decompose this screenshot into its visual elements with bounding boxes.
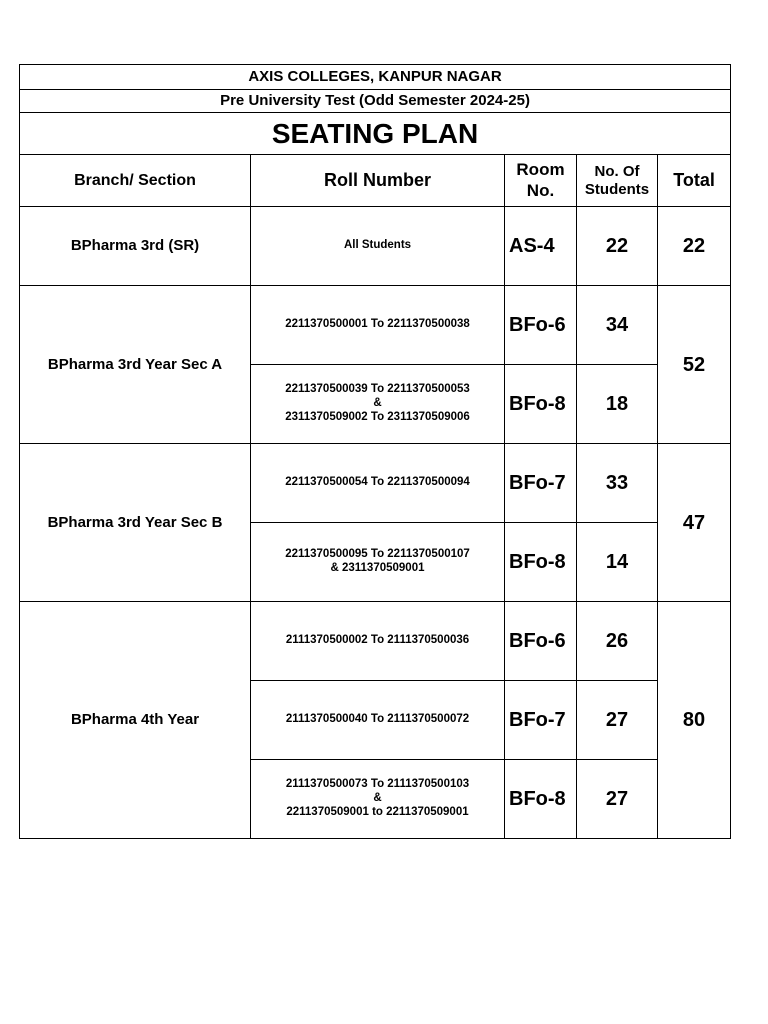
roll-number-line: 2211370500039 To 2211370500053 <box>285 383 470 396</box>
room-cell: BFo-7 <box>505 444 577 523</box>
roll-number-cell <box>251 760 505 839</box>
seating-plan-table <box>19 64 731 839</box>
table-row <box>20 444 731 523</box>
roll-number-line: 2211370500095 To 2211370500107 <box>285 548 470 561</box>
column-header-room-line1: Room <box>516 160 565 180</box>
room-cell: BFo-8 <box>505 523 577 602</box>
roll-number-line: All Students <box>343 239 412 252</box>
column-header-row <box>20 155 731 207</box>
roll-number-line: 2211370500054 To 2211370500094 <box>285 476 470 489</box>
page-title: SEATING PLAN <box>20 113 731 155</box>
table-row <box>20 602 731 681</box>
column-header-roll: Roll Number <box>251 155 505 207</box>
total-cell: 22 <box>658 207 731 286</box>
branch-cell: BPharma 3rd Year Sec A <box>20 286 251 444</box>
column-header-students-line1: No. Of <box>594 162 640 180</box>
roll-number-line: 2111370500002 To 2111370500036 <box>285 634 470 647</box>
roll-number-line: 2211370509001 to 2211370509001 <box>286 805 469 818</box>
table-row <box>20 286 731 365</box>
roll-number-cell <box>251 523 505 602</box>
exam-name: Pre University Test (Odd Semester 2024-25) <box>20 90 731 113</box>
column-header-students <box>577 155 658 207</box>
total-cell: 80 <box>658 602 731 839</box>
column-header-room-line2: No. <box>526 180 555 200</box>
room-cell: AS-4 <box>505 207 577 286</box>
total-cell: 47 <box>658 444 731 602</box>
roll-number-line: 2111370500073 To 2111370500103 <box>285 778 470 791</box>
roll-number-cell <box>251 207 505 286</box>
column-header-total: Total <box>658 155 731 207</box>
table-row <box>20 207 731 286</box>
roll-number-line: & <box>373 792 382 805</box>
branch-cell: BPharma 3rd (SR) <box>20 207 251 286</box>
column-header-room <box>505 155 577 207</box>
total-cell: 52 <box>658 286 731 444</box>
column-header-students-line2: Students <box>584 180 650 198</box>
students-count-cell: 18 <box>577 365 658 444</box>
roll-number-line: & 2311370509001 <box>330 562 425 574</box>
branch-cell: BPharma 4th Year <box>20 602 251 839</box>
branch-cell: BPharma 3rd Year Sec B <box>20 444 251 602</box>
college-name: AXIS COLLEGES, KANPUR NAGAR <box>20 65 731 90</box>
room-cell: BFo-8 <box>505 760 577 839</box>
students-count-cell: 26 <box>577 602 658 681</box>
students-count-cell: 22 <box>577 207 658 286</box>
students-count-cell: 33 <box>577 444 658 523</box>
roll-number-line: & <box>373 397 382 410</box>
roll-number-cell <box>251 365 505 444</box>
roll-number-line: 2111370500040 To 2111370500072 <box>285 713 470 726</box>
column-header-branch: Branch/ Section <box>20 155 251 207</box>
room-cell: BFo-8 <box>505 365 577 444</box>
roll-number-line: 2311370509002 To 2311370509006 <box>285 410 470 423</box>
room-cell: BFo-6 <box>505 602 577 681</box>
students-count-cell: 27 <box>577 681 658 760</box>
students-count-cell: 27 <box>577 760 658 839</box>
roll-number-cell <box>251 602 505 681</box>
room-cell: BFo-7 <box>505 681 577 760</box>
roll-number-cell <box>251 444 505 523</box>
students-count-cell: 34 <box>577 286 658 365</box>
roll-number-line: 2211370500001 To 2211370500038 <box>285 318 470 331</box>
room-cell: BFo-6 <box>505 286 577 365</box>
roll-number-cell <box>251 286 505 365</box>
students-count-cell: 14 <box>577 523 658 602</box>
roll-number-cell <box>251 681 505 760</box>
